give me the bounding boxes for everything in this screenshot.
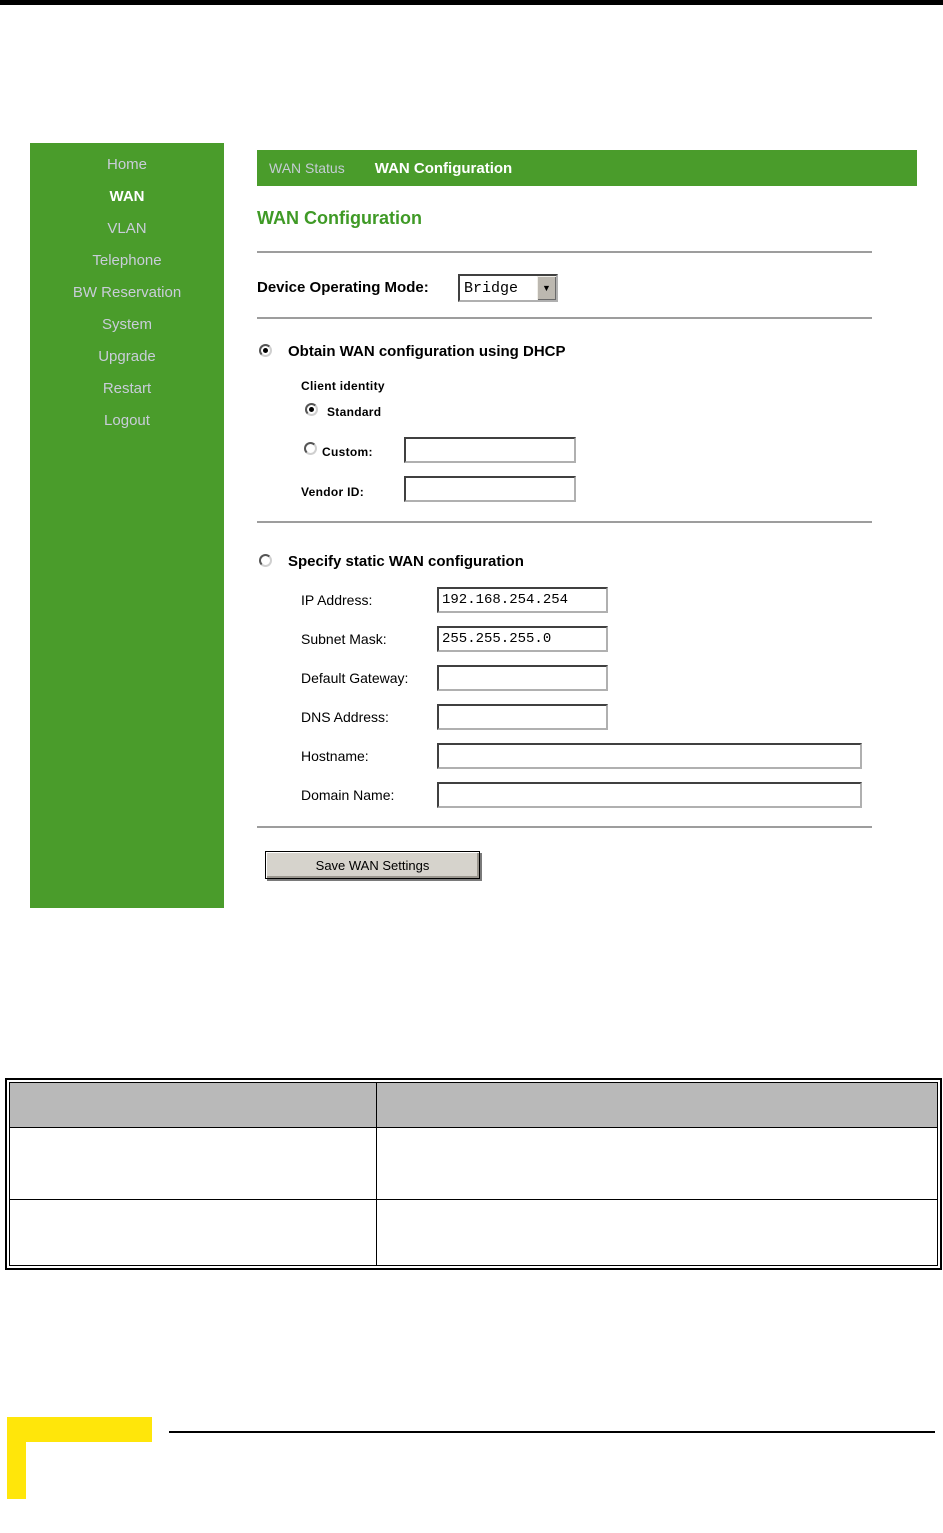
page-title: WAN Configuration — [257, 208, 422, 228]
sidebar — [30, 143, 224, 908]
hostname-label: Hostname: — [301, 748, 369, 764]
sidebar-item-wan[interactable]: WAN — [109, 188, 145, 205]
sidebar-item-restart[interactable]: Restart — [102, 380, 152, 397]
hostname-input[interactable] — [437, 743, 862, 769]
sidebar-item-home[interactable]: Home — [106, 156, 147, 173]
sidebar-item-system[interactable]: System — [101, 316, 152, 333]
standard-radio[interactable] — [305, 403, 318, 416]
divider — [257, 521, 872, 523]
tab-wan-configuration[interactable]: WAN Configuration — [374, 159, 513, 177]
domain-name-label: Domain Name: — [301, 787, 395, 803]
divider — [257, 317, 872, 319]
ip-address-input[interactable] — [437, 587, 608, 613]
sidebar-item-vlan[interactable]: VLAN — [107, 220, 147, 237]
custom-radio-label[interactable]: Custom: — [322, 445, 373, 459]
tab-wan-status[interactable]: WAN Status — [269, 160, 345, 176]
dhcp-radio[interactable] — [259, 344, 272, 357]
footer-rule — [169, 1431, 935, 1433]
vendor-id-input[interactable] — [404, 476, 576, 502]
table-cell — [377, 1200, 938, 1266]
table-cell — [10, 1200, 377, 1266]
custom-identity-input[interactable] — [404, 437, 576, 463]
static-radio-label[interactable]: Specify static WAN configuration — [288, 553, 524, 570]
default-gateway-label: Default Gateway: — [301, 670, 409, 686]
top-black-bar — [0, 0, 943, 5]
device-mode-label: Device Operating Mode: — [257, 279, 429, 296]
chevron-down-icon: ▼ — [537, 276, 556, 300]
custom-radio[interactable] — [304, 442, 317, 455]
table-row — [10, 1128, 938, 1200]
dns-address-input[interactable] — [437, 704, 608, 730]
reference-table — [5, 1078, 942, 1270]
device-mode-value: Bridge — [464, 279, 519, 297]
sidebar-item-bw-reservation[interactable]: BW Reservation — [72, 284, 182, 301]
dns-address-label: DNS Address: — [301, 709, 389, 725]
default-gateway-input[interactable] — [437, 665, 608, 691]
client-identity-label: Client identity — [301, 379, 385, 393]
yellow-corner-logo — [7, 1417, 26, 1499]
table-cell — [377, 1128, 938, 1200]
table-cell — [10, 1128, 377, 1200]
sidebar-item-logout[interactable]: Logout — [104, 412, 150, 429]
ip-address-label: IP Address: — [301, 592, 373, 608]
sidebar-item-telephone[interactable]: Telephone — [92, 252, 162, 269]
divider — [257, 251, 872, 253]
save-wan-settings-button[interactable]: Save WAN Settings — [265, 851, 480, 879]
vendor-id-label: Vendor ID: — [301, 485, 365, 499]
subnet-mask-label: Subnet Mask: — [301, 631, 387, 647]
table-header-cell — [10, 1083, 377, 1128]
domain-name-input[interactable] — [437, 782, 862, 808]
table-header-row — [10, 1083, 938, 1128]
tab-bar — [257, 150, 917, 186]
sidebar-item-upgrade[interactable]: Upgrade — [98, 348, 156, 365]
static-radio[interactable] — [259, 554, 272, 567]
device-mode-select[interactable] — [458, 274, 558, 302]
divider — [257, 826, 872, 828]
dhcp-radio-label[interactable]: Obtain WAN configuration using DHCP — [288, 343, 566, 360]
table-row — [10, 1200, 938, 1266]
subnet-mask-input[interactable] — [437, 626, 608, 652]
yellow-corner-logo — [7, 1417, 152, 1442]
standard-radio-label[interactable]: Standard — [327, 405, 382, 419]
table-header-cell — [377, 1083, 938, 1128]
